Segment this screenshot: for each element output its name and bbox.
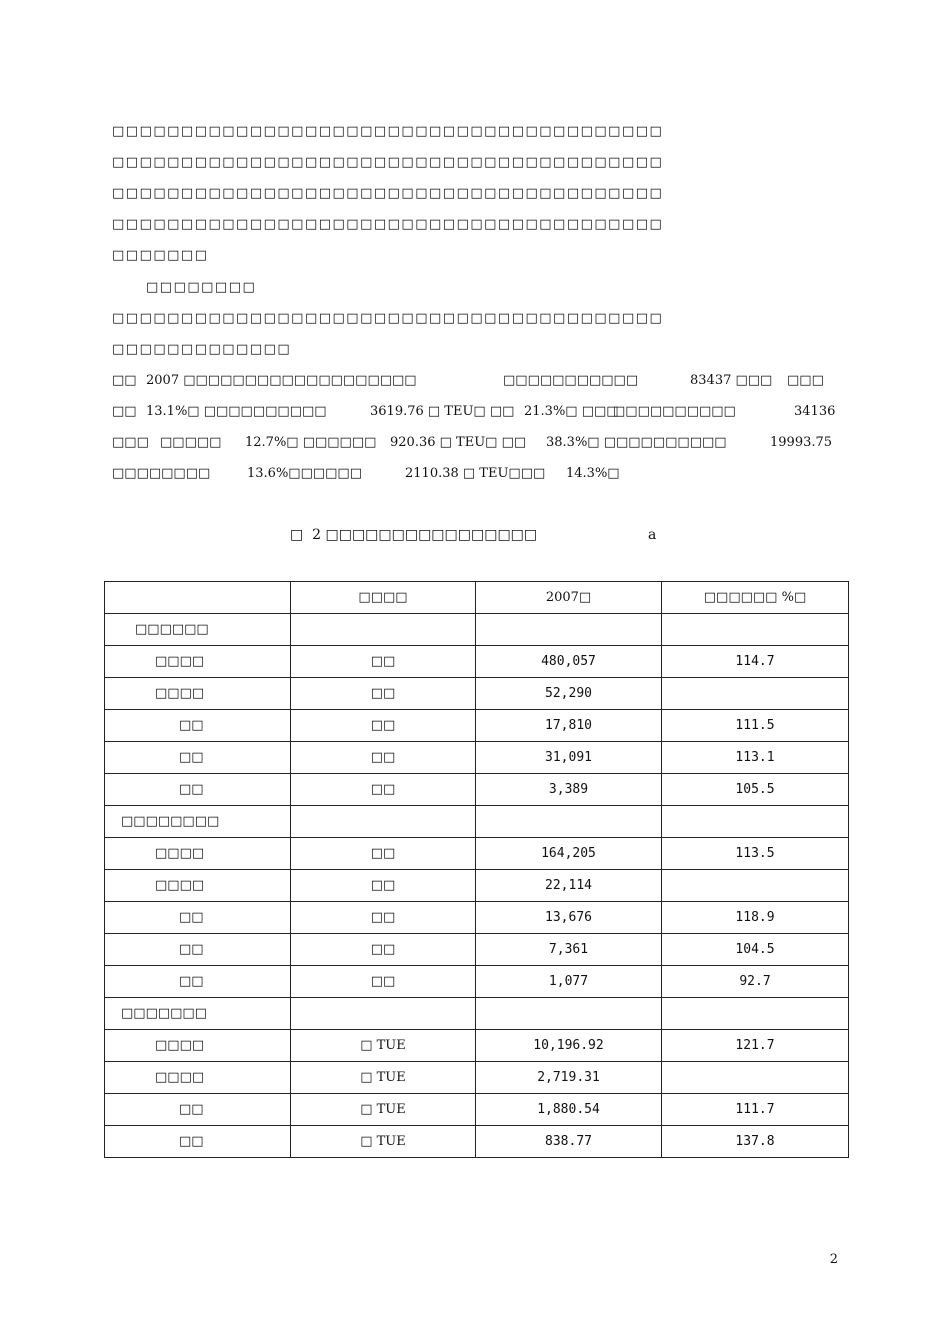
table-cell: 31,091 [476, 742, 662, 774]
stats-l2-f5: □□□□□□□□□□ [613, 404, 736, 419]
table-cell: □□ [105, 934, 291, 966]
table-cell [662, 614, 849, 646]
table-cell: 105.5 [662, 774, 849, 806]
table-cell: □ TUE [291, 1030, 476, 1062]
stats-l1-f3: □□□□□□□□□□□ [503, 373, 639, 388]
paragraph-1-line-2: □□□□□□□□□□□□□□□□□□□□□□□□□□□□□□□□□□□□□□□□ [112, 155, 664, 170]
statistics-table [104, 581, 849, 1158]
table-cell: □□ [291, 710, 476, 742]
table-row [105, 1062, 849, 1094]
table-cell: □□□□ [105, 678, 291, 710]
table-cell: □□ [291, 966, 476, 998]
table-cell [662, 806, 849, 838]
table-cell: □□□□ [105, 1030, 291, 1062]
table-cell [476, 614, 662, 646]
table-cell [662, 998, 849, 1030]
table-cell: □□ [291, 678, 476, 710]
table-cell: 164,205 [476, 838, 662, 870]
table-cell: 137.8 [662, 1126, 849, 1158]
table-row [105, 1030, 849, 1062]
table-row [105, 998, 849, 1030]
table-row [105, 614, 849, 646]
table-cell: □□□□ [105, 870, 291, 902]
table-cell: □□ [105, 1126, 291, 1158]
table-cell: □□□□ [105, 838, 291, 870]
table-cell: □□ [291, 902, 476, 934]
stats-l4-f1: □□□□□□□□ [112, 466, 211, 481]
table-cell [291, 614, 476, 646]
table-header-row [105, 582, 849, 614]
stats-l2-f4: 21.3%□ □□□ [524, 404, 619, 419]
table-cell: 7,361 [476, 934, 662, 966]
table-cell: 104.5 [662, 934, 849, 966]
table-cell: □ TUE [291, 1062, 476, 1094]
table-cell [662, 678, 849, 710]
table-row [105, 710, 849, 742]
stats-l3-f4: 920.36 □ TEU□ □□ [390, 435, 527, 450]
table-cell: 113.1 [662, 742, 849, 774]
stats-l1-f1: □□ [112, 373, 137, 388]
table-cell: □□ [105, 966, 291, 998]
table-cell [662, 1062, 849, 1094]
table-cell: 118.9 [662, 902, 849, 934]
paragraph-1-line-3: □□□□□□□□□□□□□□□□□□□□□□□□□□□□□□□□□□□□□□□□ [112, 186, 664, 201]
table-row [105, 870, 849, 902]
paragraph-2-line-1: □□□□□□□□□□□□□□□□□□□□□□□□□□□□□□□□□□□□□□□□ [112, 311, 664, 326]
table-cell: □□ [105, 774, 291, 806]
table-cell: 3,389 [476, 774, 662, 806]
stats-l3-f5: 38.3%□ □□□□□□□□□□ [546, 435, 727, 450]
table-caption-note: a [648, 527, 657, 543]
table-cell: 1,077 [476, 966, 662, 998]
table-cell: □□□□□□□ [105, 998, 291, 1030]
stats-l2-f3: 3619.76 □ TEU□ □□ [370, 404, 515, 419]
paragraph-2-line-2: □□□□□□□□□□□□□ [112, 342, 292, 357]
table-row [105, 838, 849, 870]
table-cell: □□ [105, 710, 291, 742]
stats-l3-f2: □□□□□ [160, 435, 222, 450]
table-cell: 111.7 [662, 1094, 849, 1126]
stats-l4-f4: 14.3%□ [566, 466, 620, 481]
table-row [105, 934, 849, 966]
stats-l4-f3: 2110.38 □ TEU□□□ [405, 466, 546, 481]
table-cell: 111.5 [662, 710, 849, 742]
table-caption: □ 2 □□□□□□□□□□□□□□□□ [290, 527, 538, 543]
table-cell: 22,114 [476, 870, 662, 902]
table-row [105, 966, 849, 998]
table-row [105, 1126, 849, 1158]
stats-l1-f5: □□□ [787, 373, 824, 388]
table-cell: 10,196.92 [476, 1030, 662, 1062]
table-header-cell: 2007□ [476, 582, 662, 614]
table-cell: 1,880.54 [476, 1094, 662, 1126]
table-cell: □ TUE [291, 1094, 476, 1126]
table-cell: □□□□ [105, 646, 291, 678]
table-cell: □ TUE [291, 1126, 476, 1158]
table-row [105, 774, 849, 806]
stats-l1-f2: 2007 □□□□□□□□□□□□□□□□□□□ [146, 373, 417, 388]
table-cell: 480,057 [476, 646, 662, 678]
page-number: 2 [829, 1252, 838, 1267]
table-cell: 2,719.31 [476, 1062, 662, 1094]
table-row [105, 1094, 849, 1126]
table-header-cell: □□□□ [291, 582, 476, 614]
paragraph-1-line-4: □□□□□□□□□□□□□□□□□□□□□□□□□□□□□□□□□□□□□□□□ [112, 217, 664, 232]
paragraph-1-line-5: □□□□□□□ [112, 248, 209, 263]
stats-l4-f2: 13.6%□□□□□□ [247, 466, 362, 481]
table-row [105, 678, 849, 710]
table-cell: 113.5 [662, 838, 849, 870]
table-cell: □□ [291, 742, 476, 774]
table-row [105, 646, 849, 678]
table-cell: □□□□□□□□ [105, 806, 291, 838]
table-cell [291, 806, 476, 838]
table-cell: □□ [105, 742, 291, 774]
table-cell: 13,676 [476, 902, 662, 934]
table-cell: 121.7 [662, 1030, 849, 1062]
table-cell: □□□□ [105, 1062, 291, 1094]
table-cell [476, 806, 662, 838]
table-cell: □□ [291, 774, 476, 806]
table-cell: □□□□□□ [105, 614, 291, 646]
table-cell: 114.7 [662, 646, 849, 678]
table-header-cell [105, 582, 291, 614]
table-cell: □□ [291, 934, 476, 966]
table-cell: 838.77 [476, 1126, 662, 1158]
table-cell [291, 998, 476, 1030]
stats-l2-f2: 13.1%□ □□□□□□□□□□ [146, 404, 327, 419]
table-header-cell: □□□□□□ %□ [662, 582, 849, 614]
table-row [105, 806, 849, 838]
table-cell: 92.7 [662, 966, 849, 998]
table-cell: 17,810 [476, 710, 662, 742]
stats-l1-f4: 83437 □□□ [690, 373, 773, 388]
table-cell: □□ [291, 646, 476, 678]
stats-l3-f3: 12.7%□ □□□□□□ [245, 435, 377, 450]
table-cell: □□ [291, 870, 476, 902]
table-cell [476, 998, 662, 1030]
paragraph-1-line-1: □□□□□□□□□□□□□□□□□□□□□□□□□□□□□□□□□□□□□□□□ [112, 124, 664, 139]
table-cell: □□ [105, 902, 291, 934]
table-row [105, 742, 849, 774]
table-cell: 52,290 [476, 678, 662, 710]
table-row [105, 902, 849, 934]
table-cell: □□ [105, 1094, 291, 1126]
table-cell [662, 870, 849, 902]
stats-l3-f6: 19993.75 [770, 435, 833, 450]
stats-l2-f6: 34136 [794, 404, 836, 419]
stats-l2-f1: □□ [112, 404, 137, 419]
section-heading: □□□□□□□□ [146, 280, 257, 295]
table-cell: □□ [291, 838, 476, 870]
stats-l3-f1: □□□ [112, 435, 149, 450]
